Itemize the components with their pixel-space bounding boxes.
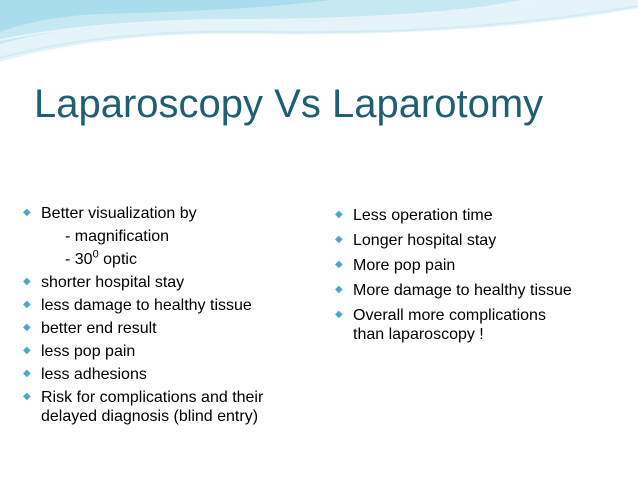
list-item [22,319,322,338]
list-item-text-line2: delayed diagnosis (blind entry) [41,408,259,425]
sub-item-text-prefix: - 30 [65,251,93,268]
diamond-bullet-icon: ◆ [23,391,31,402]
list-item-text: less adhesions [41,366,147,383]
diamond-bullet-icon: ◆ [23,299,31,310]
list-item [334,256,624,275]
list-item [22,365,322,384]
diamond-bullet-icon: ◆ [335,284,343,295]
diamond-bullet-icon: ◆ [23,276,31,287]
diamond-bullet-icon: ◆ [335,309,343,320]
slide-title: Laparoscopy Vs Laparotomy [34,82,544,126]
list-item [22,342,322,361]
degree-superscript: 0 [92,248,99,261]
laparoscopy-list [22,204,322,430]
list-item-text-line2: than laparoscopy ! [353,326,484,343]
diamond-bullet-icon: ◆ [335,209,343,220]
laparotomy-list [334,206,624,350]
diamond-bullet-icon: ◆ [335,259,343,270]
sub-item-text: - magnification [65,228,170,245]
list-item [22,296,322,315]
list-item-text: better end result [41,320,157,337]
list-item-text: Better visualization by [41,205,197,222]
list-item-text: less damage to healthy tissue [41,297,252,314]
list-item [334,206,624,225]
diamond-bullet-icon: ◆ [335,234,343,245]
sub-item-text-suffix: optic [98,251,137,268]
list-item-text: shorter hospital stay [41,274,185,291]
list-item-text: Less operation time [353,207,493,224]
list-item [334,281,624,300]
list-item-text-line1: Risk for complications and their [41,389,264,406]
list-item [22,273,322,292]
list-item-text-line1: Overall more complications [353,307,546,324]
list-item-text: Longer hospital stay [353,232,497,249]
list-item [334,306,624,344]
diamond-bullet-icon: ◆ [23,345,31,356]
list-item-text: More damage to healthy tissue [353,282,572,299]
list-item-text: less pop pain [41,343,136,360]
list-item [22,388,322,426]
list-item [22,204,322,223]
sub-list-item [22,250,322,269]
diamond-bullet-icon: ◆ [23,207,31,218]
diamond-bullet-icon: ◆ [23,322,31,333]
sub-list-item [22,227,322,246]
header-wave-decoration [0,0,638,90]
diamond-bullet-icon: ◆ [23,368,31,379]
list-item-text: More pop pain [353,257,456,274]
list-item [334,231,624,250]
